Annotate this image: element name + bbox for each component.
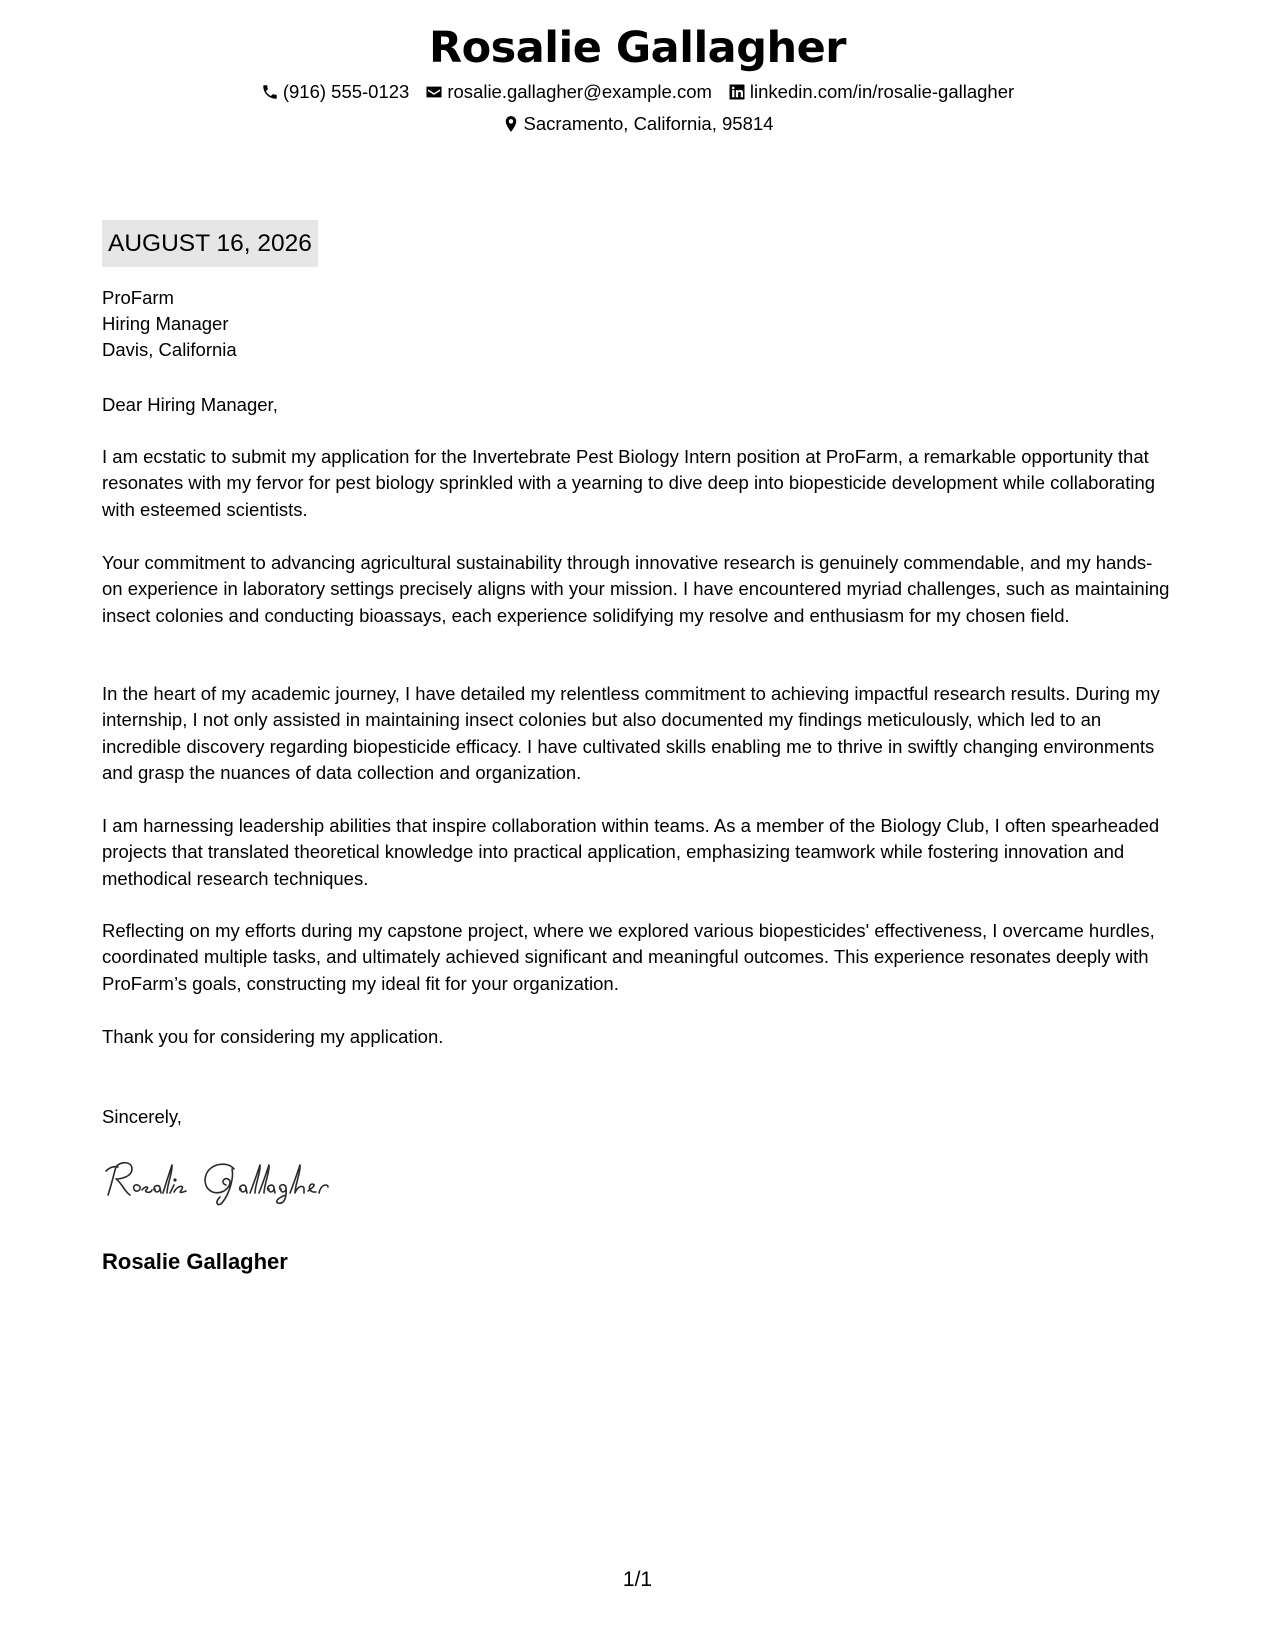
applicant-name: Rosalie Gallagher xyxy=(429,23,846,73)
recipient-location: Davis, California xyxy=(102,339,237,360)
envelope-icon xyxy=(425,83,443,101)
closing: Sincerely, xyxy=(102,1106,182,1127)
letter-date: AUGUST 16, 2026 xyxy=(102,220,318,267)
recipient-title: Hiring Manager xyxy=(102,313,229,334)
contact-location xyxy=(502,112,774,136)
handwritten-signature xyxy=(102,1157,372,1207)
contact-phone xyxy=(261,80,410,104)
location-text: Sacramento, California, 95814 xyxy=(523,113,774,134)
contact-row xyxy=(0,80,1275,104)
linkedin-url[interactable]: linkedin.com/in/rosalie-gallagher xyxy=(749,81,1015,102)
recipient-block xyxy=(102,285,237,363)
body-paragraph: Reflecting on my efforts during my capstone project, where we explored various biopesticides' effectiveness, I overcame hurdles, coordinated multiple tasks, and ultimately achieved significant and meaningful outcomes. This experience resonates deeply with ProFarm’s goals, constructing my ideal fit for your organization. xyxy=(102,920,1155,994)
body-paragraph: I am ecstatic to submit my application for the Invertebrate Pest Biology Intern position at ProFarm, a remarkable opportunity that resonates with my fervor for pest biology sprinkled with a yearning to dive deep into biopesticide development while collaborating with esteemed scientists. xyxy=(102,446,1156,520)
phone-number: (916) 555-0123 xyxy=(282,81,410,102)
linkedin-icon xyxy=(728,83,746,101)
salutation: Dear Hiring Manager, xyxy=(102,394,278,415)
thank-you-line: Thank you for considering my application. xyxy=(102,1026,444,1047)
signer-name: Rosalie Gallagher xyxy=(102,1249,288,1274)
contact-linkedin[interactable] xyxy=(728,80,1014,104)
body-paragraph: I am harnessing leadership abilities that inspire collaboration within teams. As a member of the Biology Club, I often spearheaded projects that translated theoretical knowledge into practical application, emphasizing teamwork while fostering innovation and methodical research techniques. xyxy=(102,815,1160,889)
contact-email[interactable] xyxy=(425,80,712,104)
page-number: 1/1 xyxy=(622,1568,653,1591)
body-paragraph: Your commitment to advancing agricultural sustainability through innovative research is genuinely commendable, and my hands-on experience in laboratory settings precisely aligns with your mission. I have encountered myriad challenges, such as maintaining insect colonies and conducting bioassays, each experience solidifying my resolve and enthusiasm for my chosen field. xyxy=(102,552,1170,626)
body-paragraph: In the heart of my academic journey, I have detailed my relentless commitment to achieving impactful research results. During my internship, I not only assisted in maintaining insect colonies but also documented my findings meticulously, which led to an incredible discovery regarding biopesticide efficacy. I have cultivated skills enabling me to thrive in swiftly changing environments and grasp the nuances of data collection and organization. xyxy=(102,683,1160,783)
email-address[interactable]: rosalie.gallagher@example.com xyxy=(447,81,712,102)
phone-icon xyxy=(261,83,279,101)
recipient-company: ProFarm xyxy=(102,287,174,308)
contact-row-location xyxy=(0,112,1275,136)
map-pin-icon xyxy=(502,115,520,133)
